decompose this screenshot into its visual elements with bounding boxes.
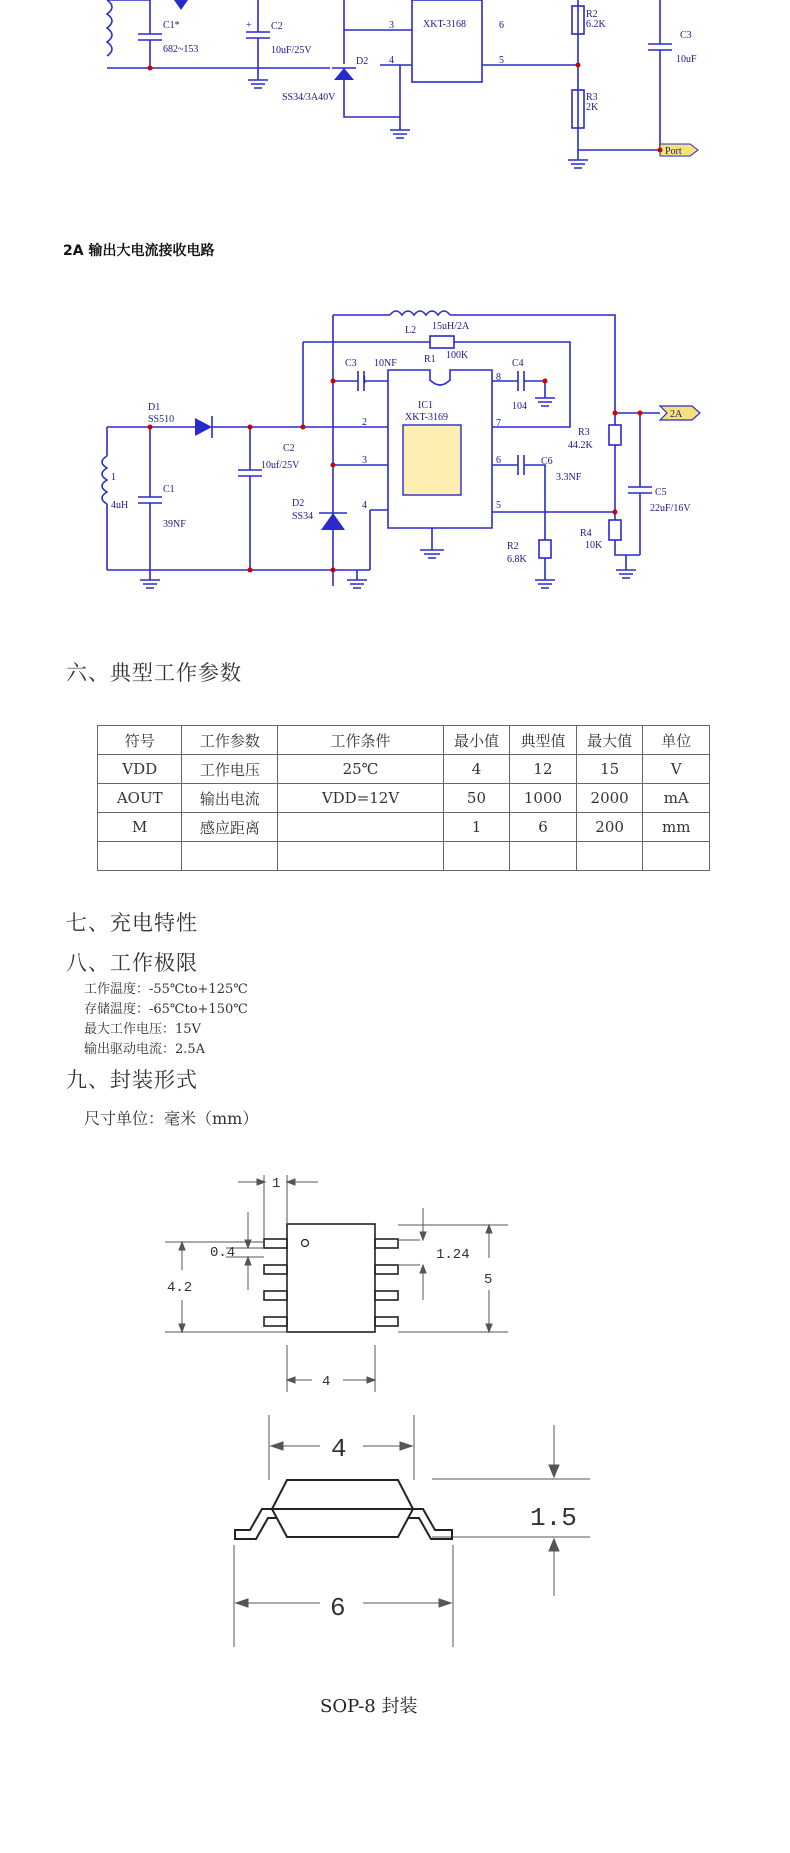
table-header: 工作参数: [182, 726, 278, 755]
package-body-side: [235, 1480, 452, 1539]
r1-label: R1: [424, 354, 436, 365]
r1-value: 100K: [446, 350, 469, 361]
c5-value: 22uF/16V: [650, 503, 691, 514]
table-cell: V: [643, 755, 710, 784]
pin-8: 8: [496, 372, 501, 383]
package-side-view: [0, 1400, 790, 1660]
l2-label: L2: [405, 325, 417, 336]
table-cell: 6: [510, 813, 577, 842]
diode-d1-icon: [174, 0, 188, 10]
capacitor-c3: [333, 371, 388, 391]
table-cell: [278, 842, 444, 871]
dim-side-body: 4: [331, 1434, 347, 1464]
r4-value: 10K: [585, 540, 603, 551]
table-cell: 1000: [510, 784, 577, 813]
table-cell: VDD: [98, 755, 182, 784]
dim-body-height: 4.2: [167, 1280, 193, 1296]
table-header: 典型值: [510, 726, 577, 755]
pin-3: 3: [362, 455, 367, 466]
section-7-title: 七、充电特性: [66, 911, 198, 935]
c3-value: 10NF: [374, 358, 397, 369]
pin-2: 2: [362, 417, 367, 428]
table-cell: VDD=12V: [278, 784, 444, 813]
resistor-r3: [609, 425, 621, 445]
pin-6: 6: [496, 455, 501, 466]
c2-label: C2: [283, 443, 295, 454]
capacitor-c2: [238, 427, 262, 570]
pin-5: 5: [499, 55, 504, 66]
d2-label: D2: [356, 56, 369, 67]
resistor-r2: [539, 540, 551, 558]
c4-value: 104: [512, 401, 527, 412]
c6-value: 3.3NF: [556, 472, 582, 483]
l1-value: 4uH: [111, 500, 129, 511]
capacitor-c1: [138, 0, 162, 68]
table-cell: [443, 842, 509, 871]
ic-xkt3168: [412, 0, 482, 82]
table-row: [98, 784, 710, 813]
c6-label: C6: [541, 456, 553, 467]
list-item: 最大工作电压：15V: [84, 1022, 201, 1037]
c2-value: 10uF/25V: [271, 45, 312, 56]
table-cell: mA: [643, 784, 710, 813]
diode-d2: [332, 68, 400, 117]
c1-value: 682~153: [163, 44, 199, 55]
r3-value: 44.2K: [568, 440, 593, 451]
parameter-table: [97, 725, 710, 871]
table-cell: 输出电流: [182, 784, 278, 813]
c1-label: C1*: [163, 20, 180, 31]
l2-value: 15uH/2A: [432, 321, 470, 332]
table-cell: 25℃: [278, 755, 444, 784]
inductor-l2: [390, 311, 450, 315]
c3-label: C3: [680, 30, 692, 41]
l1-ref: 1: [111, 472, 116, 483]
inductor-l1: [102, 456, 107, 504]
table-cell: 12: [510, 755, 577, 784]
capacitor-c1: [138, 427, 162, 570]
d2-label: D2: [292, 498, 305, 509]
table-cell: [182, 842, 278, 871]
table-header: 符号: [98, 726, 182, 755]
table-cell: [98, 842, 182, 871]
svg-text:+: +: [246, 20, 252, 31]
resistor-r4: [609, 520, 621, 540]
c2-value: 10uf/25V: [261, 460, 300, 471]
section-8-title: 八、工作极限: [66, 951, 198, 975]
package-top-view: [0, 1160, 790, 1400]
dim-body-width: 4: [322, 1374, 331, 1390]
table-cell: mm: [643, 813, 710, 842]
r2-value: 6.8K: [507, 554, 527, 565]
c1-value: 39NF: [163, 519, 186, 530]
pin-7: 7: [496, 418, 501, 429]
circuit-1-schematic: [0, 0, 790, 190]
capacitor-c6: [492, 455, 545, 540]
table-cell: 2000: [576, 784, 643, 813]
circuit-2-title: 2A 输出大电流接收电路: [63, 243, 215, 259]
section-9-title: 九、封装形式: [66, 1068, 198, 1092]
inductor-l1-top: [107, 0, 112, 56]
pin-6: 6: [499, 20, 504, 31]
ic-thermal-pad: [403, 425, 461, 495]
table-header: 单位: [643, 726, 710, 755]
ic-label: XKT-3168: [423, 19, 466, 30]
package-pins-right: [375, 1239, 398, 1326]
table-row: [98, 842, 710, 871]
ic1-value: XKT-3169: [405, 412, 448, 423]
r3-value: 2K: [586, 102, 599, 113]
table-row: [98, 813, 710, 842]
pin-4: 4: [362, 500, 367, 511]
r3-label: R3: [586, 92, 598, 103]
d2-value: SS34/3A40V: [282, 92, 336, 103]
ic1-label: IC1: [418, 400, 433, 411]
dim-side-overall: 6: [330, 1593, 346, 1623]
table-row: [98, 755, 710, 784]
package-caption: SOP-8 封装: [320, 1696, 418, 1717]
circuit-2-schematic: [0, 300, 790, 610]
section-6-title: 六、典型工作参数: [66, 661, 242, 685]
d2-value: SS34: [292, 511, 314, 522]
table-cell: 工作电压: [182, 755, 278, 784]
capacitor-c2: [246, 0, 270, 68]
table-cell: [643, 842, 710, 871]
capacitor-c3: [648, 0, 672, 150]
d1-label: D1: [148, 402, 161, 413]
diode-d1: [195, 418, 212, 436]
c3-value: 10uF: [676, 54, 697, 65]
c2-label: C2: [271, 21, 283, 32]
r3-label: R3: [578, 427, 590, 438]
resistor-r1: [430, 336, 454, 348]
ground-icon: [616, 555, 636, 578]
capacitor-c5: [628, 413, 652, 555]
pin-5: 5: [496, 500, 501, 511]
ground-icon: [140, 570, 160, 588]
table-header-row: [98, 726, 710, 755]
list-item: 工作温度：-55℃to+125℃: [84, 982, 248, 997]
dim-pin-length: 1.24: [436, 1247, 470, 1263]
ground-icon: [347, 570, 367, 588]
dim-overall: 5: [484, 1272, 493, 1288]
dim-pin-width: 0.4: [210, 1245, 236, 1261]
r4-label: R4: [580, 528, 592, 539]
r2-label: R2: [586, 9, 598, 20]
pin-1: 1: [362, 375, 367, 386]
table-cell: AOUT: [98, 784, 182, 813]
table-cell: 200: [576, 813, 643, 842]
limits-list: [84, 980, 248, 1060]
output-label: 2A: [670, 409, 683, 420]
dim-side-height: 1.5: [530, 1503, 577, 1533]
diode-d2: [319, 513, 347, 530]
table-cell: 感应距离: [182, 813, 278, 842]
d1-value: SS510: [148, 414, 175, 425]
table-cell: [278, 813, 444, 842]
ground-icon: [248, 68, 268, 88]
c4-label: C4: [512, 358, 524, 369]
port-label: Port: [665, 146, 682, 157]
dim-pin-pitch: 1: [272, 1176, 281, 1192]
r2-value: 6.2K: [586, 19, 606, 30]
c1-label: C1: [163, 484, 175, 495]
table-cell: [510, 842, 577, 871]
c3-label: C3: [345, 358, 357, 369]
table-cell: 4: [443, 755, 509, 784]
ground-icon: [420, 528, 444, 558]
list-item: 存储温度：-65℃to+150℃: [84, 1002, 248, 1017]
package-pins-left: [264, 1239, 287, 1326]
list-item: 输出驱动电流：2.5A: [84, 1042, 206, 1057]
unit-note: 尺寸单位：毫米（mm）: [84, 1109, 259, 1128]
table-header: 最小值: [443, 726, 509, 755]
table-header: 工作条件: [278, 726, 444, 755]
table-cell: 1: [443, 813, 509, 842]
table-cell: 15: [576, 755, 643, 784]
c5-label: C5: [655, 487, 667, 498]
table-header: 最大值: [576, 726, 643, 755]
pin-4: 4: [389, 55, 394, 66]
table-cell: [576, 842, 643, 871]
r2-label: R2: [507, 541, 519, 552]
pin-3: 3: [389, 20, 394, 31]
table-cell: 50: [443, 784, 509, 813]
table-cell: M: [98, 813, 182, 842]
